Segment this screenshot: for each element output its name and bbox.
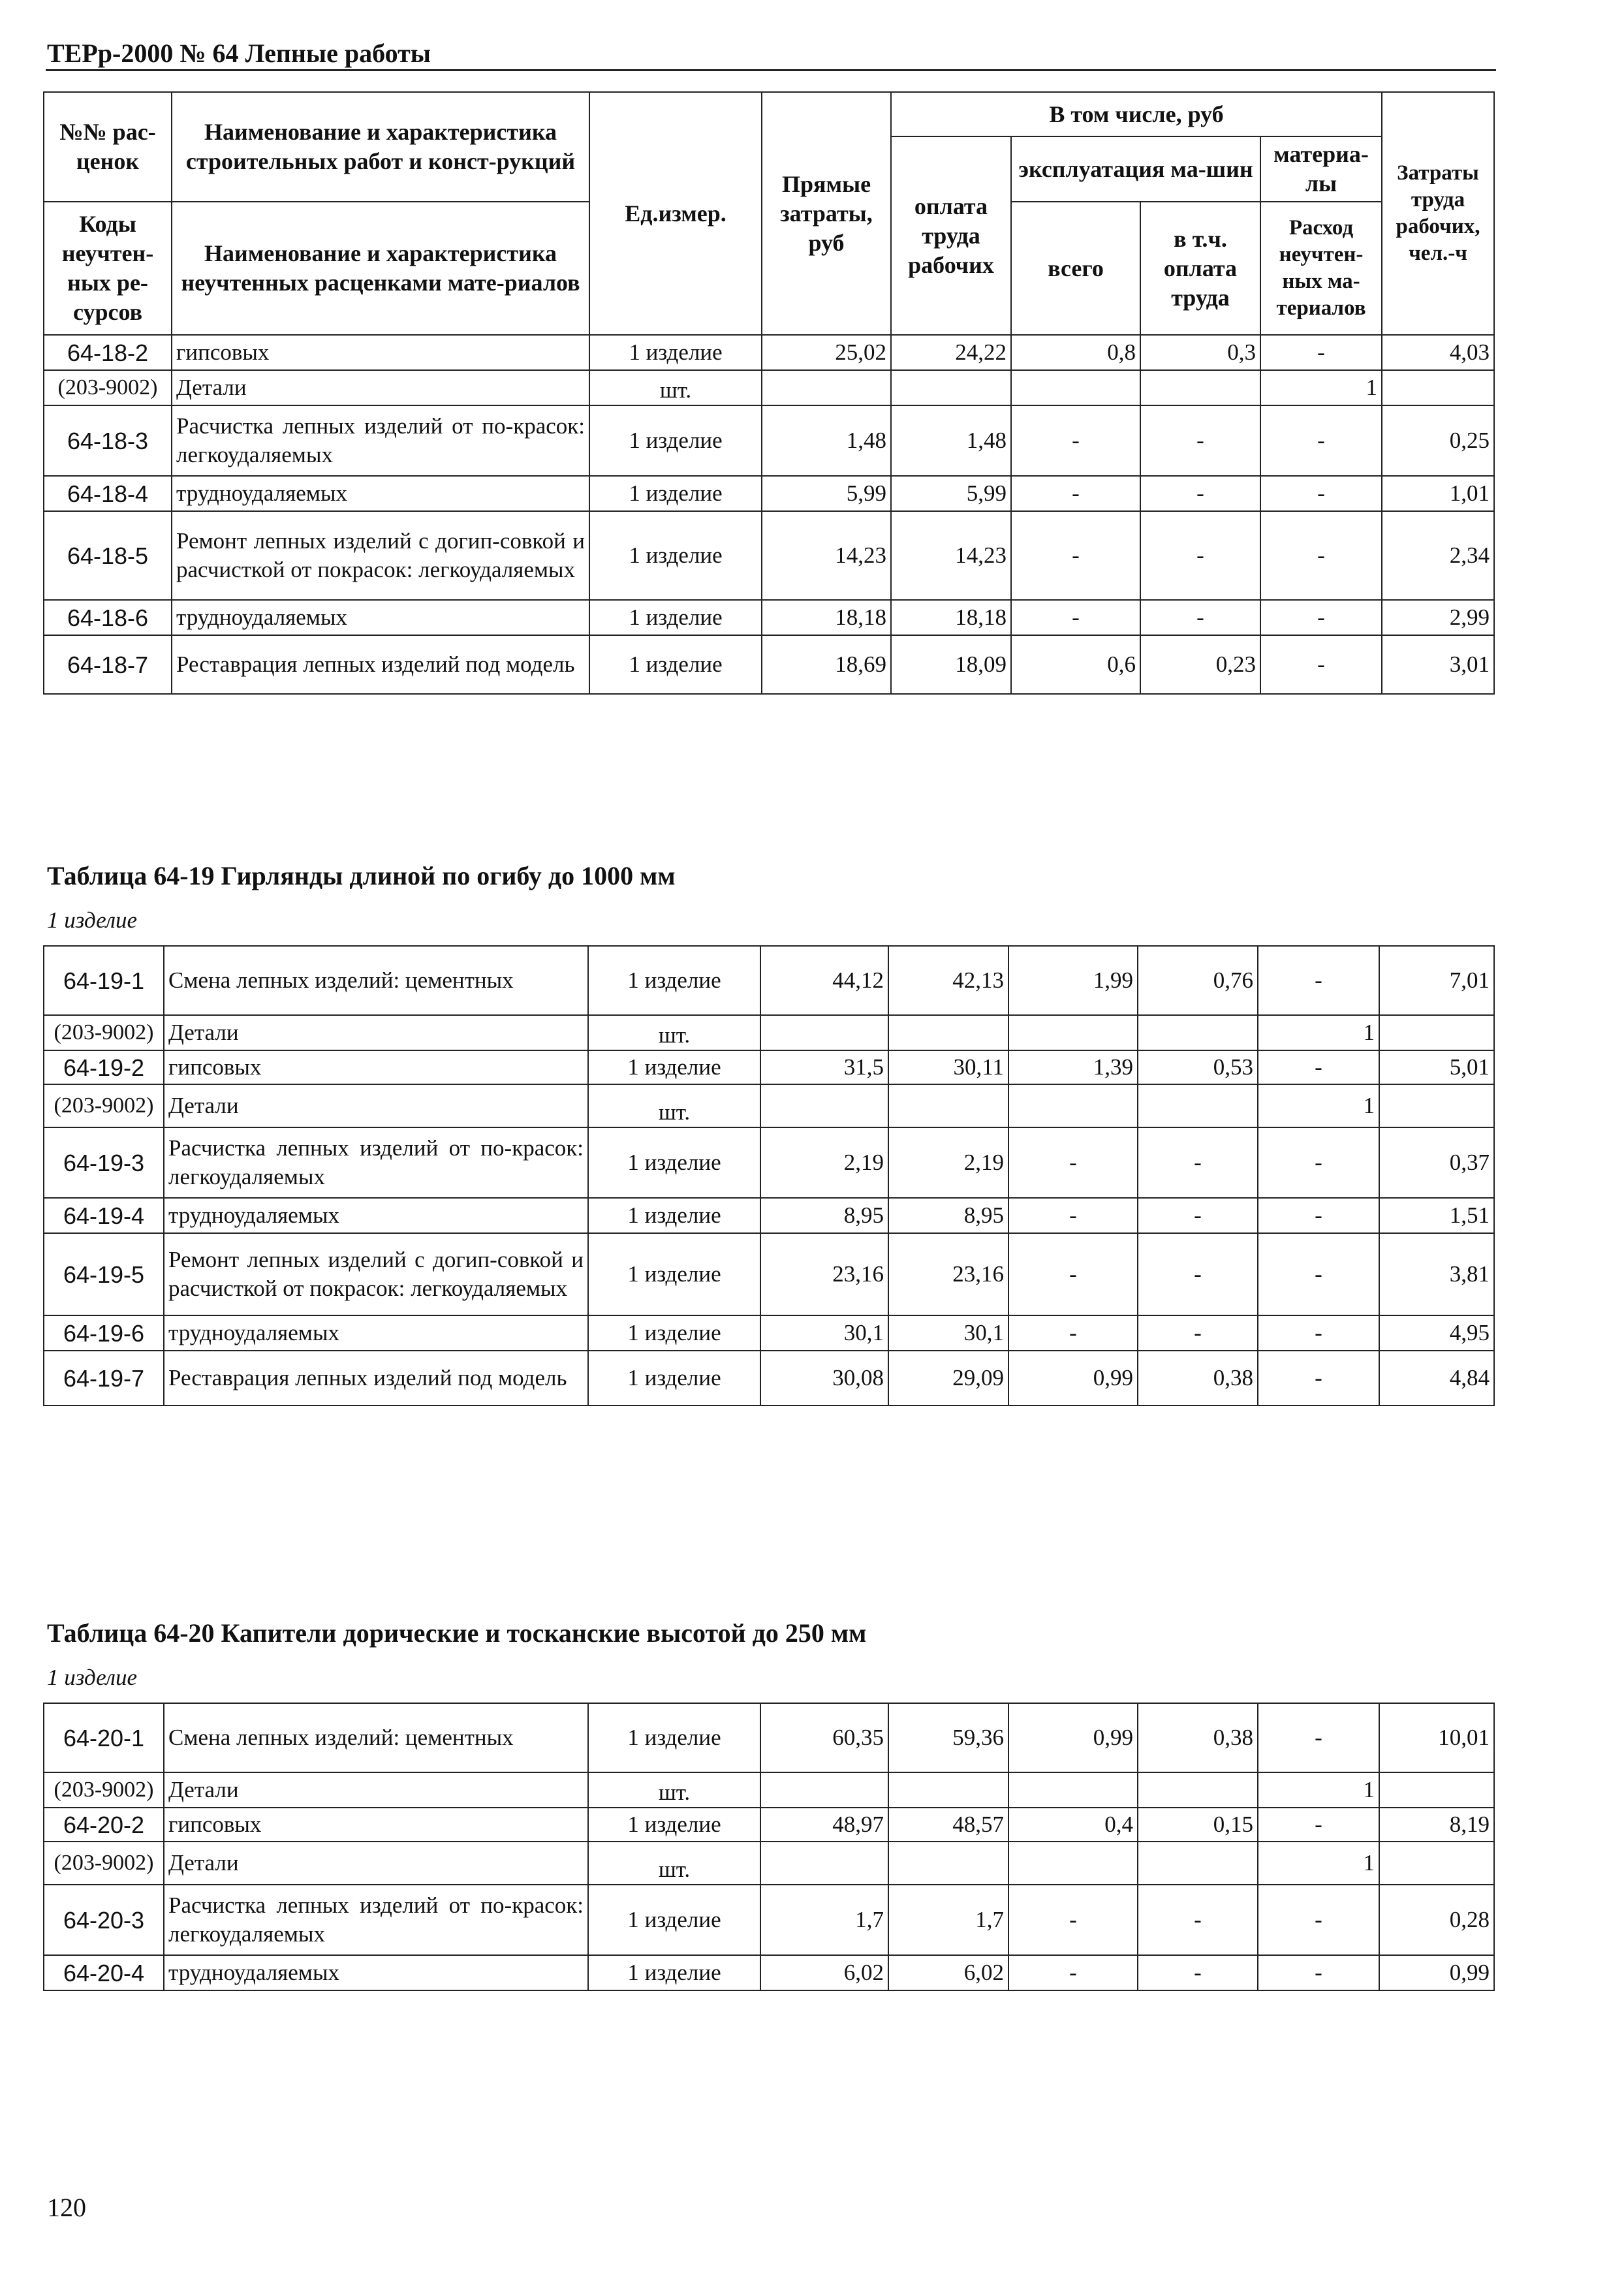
- table-row: [44, 405, 1494, 476]
- col-code2-header: Коды неучтен-ных ре-сурсов: [44, 202, 172, 335]
- cell-code: 64-18-7: [44, 635, 172, 694]
- cell-name: гипсовых: [164, 1050, 588, 1084]
- cell-direct: 5,99: [762, 476, 891, 511]
- cell-name: трудноудаляемых: [172, 600, 589, 635]
- table-64-19-unit-note: 1 изделие: [47, 907, 138, 933]
- cell-wage: [888, 1015, 1008, 1050]
- cell-unit: 1 изделие: [588, 1351, 760, 1405]
- cell-labor: 8,19: [1379, 1808, 1494, 1842]
- col-wage-header: оплата труда рабочих: [891, 136, 1011, 335]
- cell-unit: шт.: [588, 1842, 760, 1885]
- page-number: 120: [47, 2193, 86, 2222]
- table-row: [44, 1703, 1494, 1772]
- cell-direct: 2,19: [760, 1127, 888, 1198]
- cell-mach: 0,6: [1011, 635, 1140, 694]
- cell-name: Расчистка лепных изделий от по-красок: легкоудаляемых: [164, 1127, 588, 1198]
- cell-unit: шт.: [588, 1772, 760, 1808]
- cell-labor: 2,34: [1382, 511, 1494, 600]
- cell-wage: 23,16: [888, 1233, 1008, 1315]
- rates-table-64-18: [43, 91, 1495, 695]
- cell-mat: -: [1260, 335, 1382, 370]
- cell-labor: [1379, 1842, 1494, 1885]
- cell-mwage: 0,38: [1138, 1703, 1258, 1772]
- cell-name: Детали: [164, 1084, 588, 1127]
- cell-name: Реставрация лепных изделий под модель: [172, 635, 589, 694]
- cell-unit: 1 изделие: [588, 1233, 760, 1315]
- cell-labor: 3,01: [1382, 635, 1494, 694]
- cell-wage: 14,23: [891, 511, 1011, 600]
- table-row: [44, 476, 1494, 511]
- cell-code: (203-9002): [44, 1015, 164, 1050]
- cell-wage: 24,22: [891, 335, 1011, 370]
- cell-code: (203-9002): [44, 1084, 164, 1127]
- cell-code: (203-9002): [44, 1842, 164, 1885]
- rates-table-64-20: [43, 1703, 1495, 1991]
- cell-name: Смена лепных изделий: цементных: [164, 946, 588, 1015]
- cell-unit: 1 изделие: [588, 1955, 760, 1990]
- cell-mach: -: [1011, 405, 1140, 476]
- cell-labor: [1379, 1772, 1494, 1808]
- cell-mat: -: [1258, 1885, 1379, 1955]
- cell-mach: -: [1008, 1315, 1138, 1351]
- cell-labor: 0,28: [1379, 1885, 1494, 1955]
- cell-labor: 1,51: [1379, 1198, 1494, 1233]
- cell-direct: 1,48: [762, 405, 891, 476]
- table-row: [44, 600, 1494, 635]
- cell-mach: 1,99: [1008, 946, 1138, 1015]
- cell-code: 64-20-1: [44, 1703, 164, 1772]
- table-64-20-title: Таблица 64-20 Капители дорические и тосканские высотой до 250 мм: [47, 1618, 867, 1648]
- table-row: [44, 335, 1494, 370]
- cell-mat: -: [1258, 946, 1379, 1015]
- cell-wage: [891, 370, 1011, 405]
- cell-direct: 18,69: [762, 635, 891, 694]
- cell-unit: 1 изделие: [589, 335, 762, 370]
- table-row: [44, 1127, 1494, 1198]
- table-row: [44, 1050, 1494, 1084]
- cell-mwage: 0,3: [1140, 335, 1260, 370]
- cell-code: 64-18-2: [44, 335, 172, 370]
- cell-name: Ремонт лепных изделий с догип-совкой и расчисткой от покрасок: легкоудаляемых: [172, 511, 589, 600]
- cell-code: 64-20-4: [44, 1955, 164, 1990]
- cell-wage: 1,7: [888, 1885, 1008, 1955]
- cell-direct: [762, 370, 891, 405]
- cell-unit: 1 изделие: [588, 1050, 760, 1084]
- cell-unit: 1 изделие: [589, 600, 762, 635]
- header-rule: [46, 69, 1496, 71]
- col-direct-header: Прямые затраты, руб: [762, 92, 891, 335]
- cell-direct: 23,16: [760, 1233, 888, 1315]
- cell-direct: 6,02: [760, 1955, 888, 1990]
- cell-name: Реставрация лепных изделий под модель: [164, 1351, 588, 1405]
- table-row: [44, 946, 1494, 1015]
- cell-direct: 18,18: [762, 600, 891, 635]
- cell-unit: 1 изделие: [588, 946, 760, 1015]
- cell-code: 64-19-3: [44, 1127, 164, 1198]
- cell-labor: 4,95: [1379, 1315, 1494, 1351]
- cell-mwage: -: [1140, 511, 1260, 600]
- cell-mwage: -: [1138, 1198, 1258, 1233]
- table-row: [44, 1772, 1494, 1808]
- cell-mach: [1008, 1772, 1138, 1808]
- cell-unit: 1 изделие: [588, 1198, 760, 1233]
- cell-mach: 0,4: [1008, 1808, 1138, 1842]
- col-code-header: №№ рас-ценок: [44, 92, 172, 202]
- cell-mach: -: [1008, 1198, 1138, 1233]
- cell-mwage: 0,23: [1140, 635, 1260, 694]
- col-mach-total-header: всего: [1011, 202, 1140, 335]
- cell-mach: -: [1008, 1885, 1138, 1955]
- table-row: [44, 1885, 1494, 1955]
- cell-direct: 44,12: [760, 946, 888, 1015]
- cell-mach: -: [1008, 1233, 1138, 1315]
- table-row: [44, 370, 1494, 405]
- col-name-header: Наименование и характеристика строительных работ и конст-рукций: [172, 92, 589, 202]
- cell-wage: 42,13: [888, 946, 1008, 1015]
- cell-mwage: [1138, 1842, 1258, 1885]
- cell-code: 64-19-2: [44, 1050, 164, 1084]
- cell-mat: 1: [1258, 1772, 1379, 1808]
- cell-labor: 0,37: [1379, 1127, 1494, 1198]
- cell-name: Ремонт лепных изделий с догип-совкой и расчисткой от покрасок: легкоудаляемых: [164, 1233, 588, 1315]
- cell-wage: 1,48: [891, 405, 1011, 476]
- cell-mat: -: [1258, 1703, 1379, 1772]
- cell-labor: [1379, 1084, 1494, 1127]
- cell-name: трудноудаляемых: [164, 1198, 588, 1233]
- cell-mwage: -: [1140, 476, 1260, 511]
- cell-name: Детали: [172, 370, 589, 405]
- cell-name: Детали: [164, 1772, 588, 1808]
- col-incl-header: В том числе, руб: [891, 92, 1382, 136]
- cell-mwage: [1138, 1015, 1258, 1050]
- cell-wage: [888, 1842, 1008, 1885]
- cell-labor: 3,81: [1379, 1233, 1494, 1315]
- col-machines-header: эксплуатация ма-шин: [1011, 136, 1260, 202]
- cell-labor: 1,01: [1382, 476, 1494, 511]
- cell-name: гипсовых: [164, 1808, 588, 1842]
- cell-mat: -: [1258, 1351, 1379, 1405]
- cell-mat: -: [1258, 1050, 1379, 1084]
- cell-labor: 2,99: [1382, 600, 1494, 635]
- table-row: [44, 1198, 1494, 1233]
- cell-mach: [1011, 370, 1140, 405]
- cell-unit: 1 изделие: [589, 511, 762, 600]
- cell-mwage: -: [1138, 1233, 1258, 1315]
- cell-code: 64-18-5: [44, 511, 172, 600]
- cell-wage: 48,57: [888, 1808, 1008, 1842]
- table-row: [44, 1315, 1494, 1351]
- cell-mwage: -: [1138, 1127, 1258, 1198]
- table-row: [44, 1955, 1494, 1990]
- cell-code: 64-19-4: [44, 1198, 164, 1233]
- cell-name: трудноудаляемых: [164, 1315, 588, 1351]
- cell-mach: [1008, 1015, 1138, 1050]
- cell-mwage: 0,15: [1138, 1808, 1258, 1842]
- cell-wage: 5,99: [891, 476, 1011, 511]
- page-header: ТЕРр-2000 № 64 Лепные работы: [47, 39, 431, 68]
- cell-mwage: 0,38: [1138, 1351, 1258, 1405]
- cell-labor: 10,01: [1379, 1703, 1494, 1772]
- cell-mwage: 0,76: [1138, 946, 1258, 1015]
- cell-code: 64-18-3: [44, 405, 172, 476]
- cell-mach: [1008, 1084, 1138, 1127]
- cell-unit: 1 изделие: [588, 1808, 760, 1842]
- cell-direct: 1,7: [760, 1885, 888, 1955]
- col-materials-header: материа-лы: [1260, 136, 1382, 202]
- cell-wage: 6,02: [888, 1955, 1008, 1990]
- cell-unit: шт.: [588, 1015, 760, 1050]
- table-row: [44, 1233, 1494, 1315]
- cell-mach: 0,99: [1008, 1351, 1138, 1405]
- cell-code: 64-19-6: [44, 1315, 164, 1351]
- cell-mat: -: [1260, 511, 1382, 600]
- cell-code: 64-20-3: [44, 1885, 164, 1955]
- cell-mat: 1: [1258, 1015, 1379, 1050]
- cell-mwage: -: [1140, 405, 1260, 476]
- cell-unit: шт.: [588, 1084, 760, 1127]
- cell-labor: 4,03: [1382, 335, 1494, 370]
- cell-direct: [760, 1772, 888, 1808]
- cell-mat: -: [1258, 1233, 1379, 1315]
- cell-direct: 60,35: [760, 1703, 888, 1772]
- cell-mach: -: [1011, 600, 1140, 635]
- cell-code: (203-9002): [44, 1772, 164, 1808]
- cell-code: 64-20-2: [44, 1808, 164, 1842]
- cell-name: Детали: [164, 1842, 588, 1885]
- cell-wage: [888, 1772, 1008, 1808]
- rates-table-64-19: [43, 945, 1495, 1406]
- cell-unit: 1 изделие: [588, 1315, 760, 1351]
- col-name2-header: Наименование и характеристика неучтенных расценками мате-риалов: [172, 202, 589, 335]
- cell-mwage: [1138, 1084, 1258, 1127]
- cell-wage: 30,11: [888, 1050, 1008, 1084]
- col-unit-header: Ед.измер.: [589, 92, 762, 335]
- cell-mat: -: [1260, 476, 1382, 511]
- cell-labor: 0,99: [1379, 1955, 1494, 1990]
- cell-labor: 7,01: [1379, 946, 1494, 1015]
- cell-mwage: -: [1138, 1885, 1258, 1955]
- cell-direct: [760, 1084, 888, 1127]
- cell-wage: 18,09: [891, 635, 1011, 694]
- cell-mat: -: [1258, 1315, 1379, 1351]
- cell-unit: 1 изделие: [588, 1127, 760, 1198]
- cell-direct: 30,1: [760, 1315, 888, 1351]
- cell-mat: 1: [1260, 370, 1382, 405]
- cell-code: 64-19-5: [44, 1233, 164, 1315]
- cell-name: Детали: [164, 1015, 588, 1050]
- cell-unit: 1 изделие: [589, 476, 762, 511]
- cell-name: Смена лепных изделий: цементных: [164, 1703, 588, 1772]
- cell-labor: 5,01: [1379, 1050, 1494, 1084]
- cell-mwage: -: [1138, 1955, 1258, 1990]
- cell-code: 64-18-4: [44, 476, 172, 511]
- table-row: [44, 635, 1494, 694]
- table-row: [44, 1351, 1494, 1405]
- cell-mach: -: [1011, 476, 1140, 511]
- cell-mwage: [1138, 1772, 1258, 1808]
- cell-mach: 0,99: [1008, 1703, 1138, 1772]
- cell-mat: 1: [1258, 1084, 1379, 1127]
- cell-wage: 8,95: [888, 1198, 1008, 1233]
- cell-mat: -: [1260, 600, 1382, 635]
- cell-direct: 30,08: [760, 1351, 888, 1405]
- cell-mat: -: [1258, 1808, 1379, 1842]
- cell-mach: 1,39: [1008, 1050, 1138, 1084]
- cell-labor: 0,25: [1382, 405, 1494, 476]
- table-row: [44, 1842, 1494, 1885]
- col-mach-wage-header: в т.ч. оплата труда: [1140, 202, 1260, 335]
- cell-mach: -: [1008, 1127, 1138, 1198]
- col-labor-header: Затраты труда рабочих, чел.-ч: [1382, 92, 1494, 335]
- table-row: [44, 1808, 1494, 1842]
- col-unaccounted-header: Расход неучтен-ных ма-териалов: [1260, 202, 1382, 335]
- cell-unit: 1 изделие: [589, 405, 762, 476]
- cell-code: 64-19-7: [44, 1351, 164, 1405]
- cell-wage: [888, 1084, 1008, 1127]
- table-row: [44, 511, 1494, 600]
- cell-mwage: -: [1140, 600, 1260, 635]
- cell-mach: 0,8: [1011, 335, 1140, 370]
- cell-mach: -: [1008, 1955, 1138, 1990]
- cell-mach: -: [1011, 511, 1140, 600]
- cell-wage: 29,09: [888, 1351, 1008, 1405]
- cell-mat: -: [1258, 1955, 1379, 1990]
- cell-mat: -: [1258, 1198, 1379, 1233]
- cell-code: (203-9002): [44, 370, 172, 405]
- cell-mwage: 0,53: [1138, 1050, 1258, 1084]
- cell-name: трудноудаляемых: [164, 1955, 588, 1990]
- cell-mat: -: [1260, 405, 1382, 476]
- cell-direct: 48,97: [760, 1808, 888, 1842]
- cell-labor: [1382, 370, 1494, 405]
- table-64-20-unit-note: 1 изделие: [47, 1665, 138, 1690]
- cell-unit: 1 изделие: [589, 635, 762, 694]
- cell-unit: шт.: [589, 370, 762, 405]
- table-row: [44, 1084, 1494, 1127]
- cell-wage: 59,36: [888, 1703, 1008, 1772]
- cell-unit: 1 изделие: [588, 1885, 760, 1955]
- cell-mwage: -: [1138, 1315, 1258, 1351]
- cell-mach: [1008, 1842, 1138, 1885]
- cell-code: 64-19-1: [44, 946, 164, 1015]
- cell-direct: 8,95: [760, 1198, 888, 1233]
- cell-mwage: [1140, 370, 1260, 405]
- cell-labor: [1379, 1015, 1494, 1050]
- cell-direct: 14,23: [762, 511, 891, 600]
- cell-labor: 4,84: [1379, 1351, 1494, 1405]
- cell-mat: -: [1260, 635, 1382, 694]
- cell-direct: [760, 1842, 888, 1885]
- table-64-19-title: Таблица 64-19 Гирлянды длиной по огибу до 1000 мм: [47, 861, 676, 890]
- cell-direct: 25,02: [762, 335, 891, 370]
- cell-name: гипсовых: [172, 335, 589, 370]
- cell-unit: 1 изделие: [588, 1703, 760, 1772]
- cell-wage: 18,18: [891, 600, 1011, 635]
- cell-name: Расчистка лепных изделий от по-красок: легкоудаляемых: [164, 1885, 588, 1955]
- cell-name: Расчистка лепных изделий от по-красок: легкоудаляемых: [172, 405, 589, 476]
- cell-mat: -: [1258, 1127, 1379, 1198]
- cell-name: трудноудаляемых: [172, 476, 589, 511]
- cell-code: 64-18-6: [44, 600, 172, 635]
- cell-wage: 2,19: [888, 1127, 1008, 1198]
- table-row: [44, 1015, 1494, 1050]
- cell-mat: 1: [1258, 1842, 1379, 1885]
- cell-direct: 31,5: [760, 1050, 888, 1084]
- cell-direct: [760, 1015, 888, 1050]
- cell-wage: 30,1: [888, 1315, 1008, 1351]
